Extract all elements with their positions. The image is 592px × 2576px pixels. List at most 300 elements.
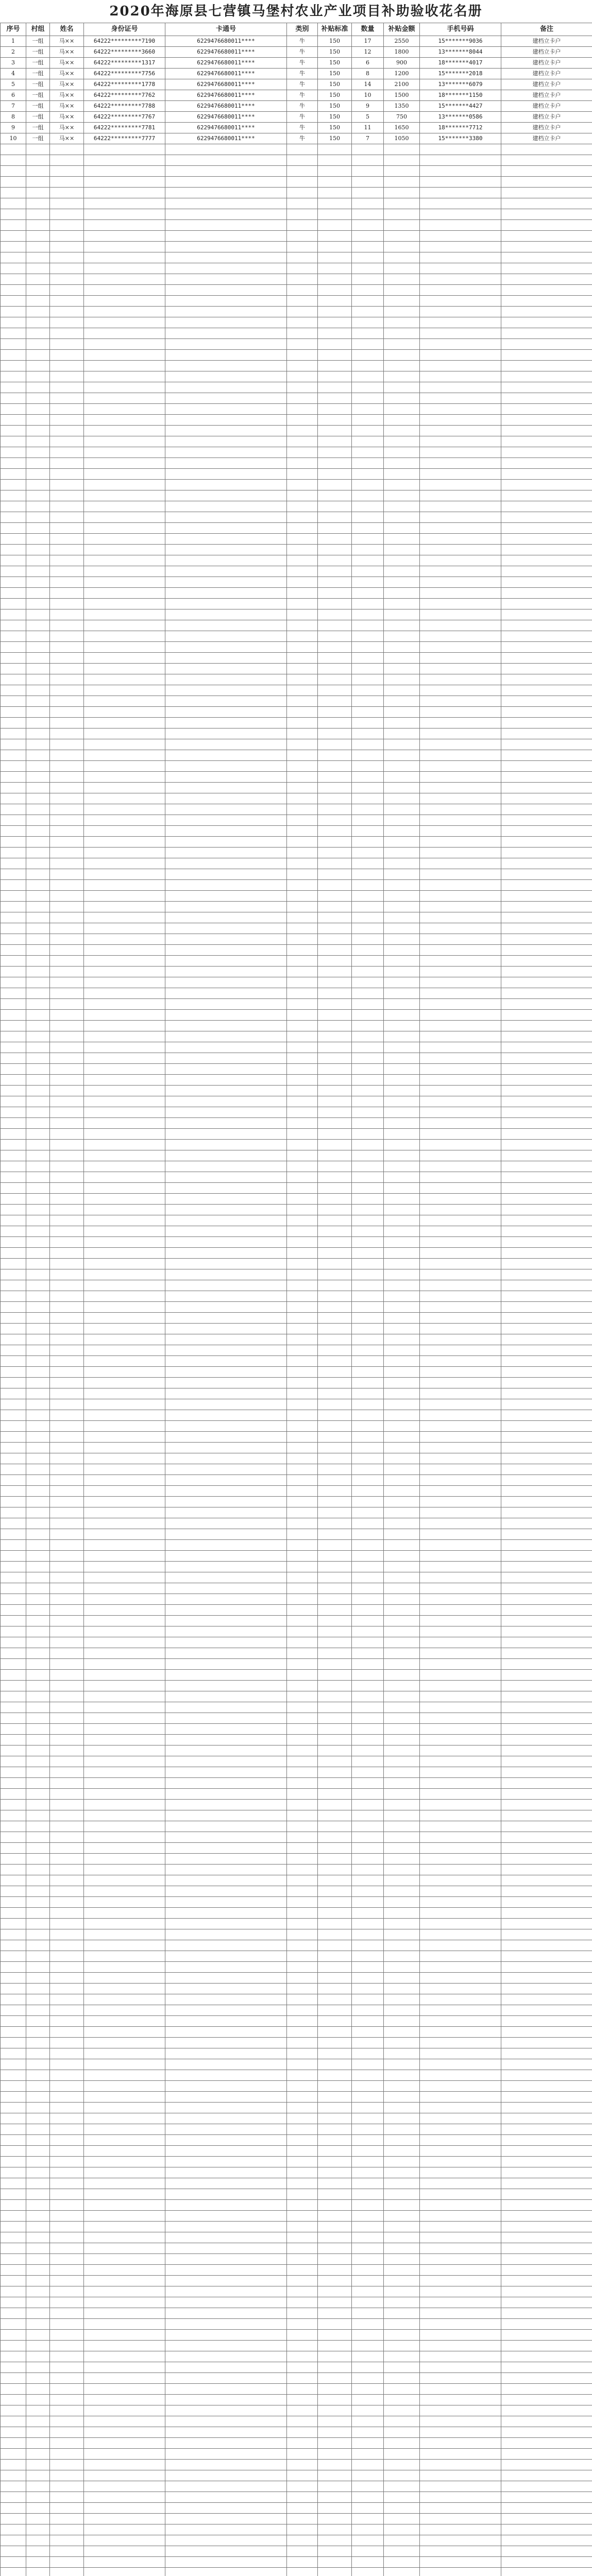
blank-cell <box>352 1875 384 1886</box>
blank-cell <box>165 2460 287 2470</box>
blank-cell <box>287 848 318 858</box>
blank-cell <box>420 2092 501 2103</box>
blank-cell <box>287 1929 318 1940</box>
blank-cell <box>287 144 318 155</box>
blank-cell <box>420 2124 501 2135</box>
blank-cell <box>352 1161 384 1172</box>
blank-cell <box>352 1562 384 1572</box>
blank-cell <box>84 231 165 242</box>
blank-cell <box>318 2254 352 2265</box>
blank-cell <box>384 1702 420 1713</box>
blank-cell <box>384 750 420 761</box>
blank-cell <box>318 1724 352 1735</box>
blank-cell <box>50 263 84 274</box>
blank-cell <box>501 2135 592 2146</box>
blank-cell <box>165 1432 287 1443</box>
blank-cell <box>352 566 384 577</box>
blank-cell <box>26 188 50 198</box>
blank-cell <box>26 609 50 620</box>
blank-cell <box>287 2027 318 2038</box>
blank-cell <box>420 1810 501 1821</box>
blank-cell <box>26 1064 50 1075</box>
blank-cell <box>384 1378 420 1388</box>
blank-cell <box>26 685 50 696</box>
blank-cell <box>50 2449 84 2460</box>
blank-cell <box>501 2146 592 2157</box>
blank-cell <box>50 209 84 220</box>
blank-cell <box>501 1313 592 1324</box>
table-row-blank <box>1 2308 592 2319</box>
blank-cell <box>287 501 318 512</box>
blank-cell <box>165 1886 287 1897</box>
blank-cell <box>84 2157 165 2167</box>
blank-cell <box>501 750 592 761</box>
blank-cell <box>26 2048 50 2059</box>
blank-cell <box>84 707 165 718</box>
blank-cell <box>287 912 318 923</box>
blank-cell <box>50 1713 84 1724</box>
blank-cell <box>420 436 501 447</box>
blank-cell <box>287 793 318 804</box>
blank-cell <box>26 1259 50 1269</box>
blank-cell <box>50 1183 84 1194</box>
blank-cell <box>352 155 384 166</box>
blank-cell <box>352 2438 384 2449</box>
blank-cell <box>352 1280 384 1291</box>
blank-cell <box>352 1140 384 1150</box>
blank-cell <box>384 1183 420 1194</box>
header-id-number: 身份证号 <box>84 23 165 36</box>
blank-cell <box>384 967 420 977</box>
blank-cell <box>420 2189 501 2200</box>
blank-cell <box>26 1356 50 1367</box>
blank-cell <box>50 1810 84 1821</box>
blank-cell <box>352 1540 384 1551</box>
blank-cell <box>1 426 26 436</box>
blank-cell <box>84 1313 165 1324</box>
blank-cell <box>501 2438 592 2449</box>
blank-cell <box>1 2286 26 2297</box>
cell-amount: 2550 <box>384 36 420 47</box>
blank-cell <box>384 1334 420 1345</box>
blank-cell <box>352 1302 384 1313</box>
blank-cell <box>26 1767 50 1778</box>
blank-cell <box>384 1973 420 1984</box>
blank-cell <box>287 1161 318 1172</box>
table-row-blank <box>1 1929 592 1940</box>
blank-cell <box>420 2005 501 2016</box>
blank-cell <box>26 263 50 274</box>
blank-cell <box>501 415 592 426</box>
blank-cell <box>318 685 352 696</box>
blank-cell <box>287 2524 318 2535</box>
blank-cell <box>50 988 84 999</box>
cell-phone: 13*******0586 <box>420 112 501 123</box>
cell-category: 牛 <box>287 112 318 123</box>
blank-cell <box>287 2319 318 2330</box>
blank-cell <box>420 977 501 988</box>
blank-cell <box>287 2200 318 2211</box>
blank-cell <box>384 2189 420 2200</box>
blank-cell <box>352 2265 384 2276</box>
blank-cell <box>287 1259 318 1269</box>
blank-cell <box>318 1324 352 1334</box>
blank-cell <box>84 1984 165 1994</box>
table-row <box>1 58 592 69</box>
blank-cell <box>420 2427 501 2438</box>
blank-cell <box>26 750 50 761</box>
cell-group: 一组 <box>26 47 50 58</box>
table-row-blank <box>1 2514 592 2524</box>
blank-cell <box>26 1540 50 1551</box>
blank-cell <box>318 1583 352 1594</box>
blank-cell <box>384 2200 420 2211</box>
blank-cell <box>50 2276 84 2286</box>
blank-cell <box>165 339 287 350</box>
blank-cell <box>50 977 84 988</box>
blank-cell <box>318 1821 352 1832</box>
blank-cell <box>318 1443 352 1453</box>
blank-cell <box>165 599 287 609</box>
blank-cell <box>501 512 592 523</box>
blank-cell <box>26 1659 50 1670</box>
blank-cell <box>352 2546 384 2557</box>
blank-cell <box>420 1551 501 1562</box>
blank-cell <box>165 977 287 988</box>
blank-cell <box>420 2081 501 2092</box>
blank-cell <box>501 1659 592 1670</box>
blank-cell <box>84 1053 165 1064</box>
blank-cell <box>1 1237 26 1248</box>
blank-cell <box>50 728 84 739</box>
table-body <box>1 36 592 2576</box>
blank-cell <box>318 2178 352 2189</box>
blank-cell <box>84 664 165 674</box>
cell-seq: 4 <box>1 69 26 79</box>
blank-cell <box>26 826 50 837</box>
blank-cell <box>384 902 420 912</box>
blank-cell <box>501 1551 592 1562</box>
blank-cell <box>384 1497 420 1507</box>
blank-cell <box>165 1075 287 1086</box>
blank-cell <box>1 2005 26 2016</box>
blank-cell <box>1 296 26 307</box>
blank-cell <box>287 1648 318 1659</box>
blank-cell <box>1 685 26 696</box>
blank-cell <box>1 1929 26 1940</box>
cell-standard: 150 <box>318 79 352 90</box>
blank-cell <box>50 858 84 869</box>
blank-cell <box>352 2005 384 2016</box>
blank-cell <box>287 350 318 361</box>
blank-cell <box>26 793 50 804</box>
blank-cell <box>165 1237 287 1248</box>
blank-cell <box>1 2222 26 2232</box>
blank-cell <box>1 599 26 609</box>
blank-cell <box>1 2124 26 2135</box>
blank-cell <box>165 480 287 490</box>
blank-cell <box>84 1681 165 1691</box>
blank-cell <box>1 2254 26 2265</box>
blank-cell <box>420 2438 501 2449</box>
table-row-blank <box>1 328 592 339</box>
blank-cell <box>384 1031 420 1042</box>
blank-cell <box>50 404 84 415</box>
blank-cell <box>50 296 84 307</box>
blank-cell <box>1 2113 26 2124</box>
blank-cell <box>352 2297 384 2308</box>
blank-cell <box>420 783 501 793</box>
blank-cell <box>1 707 26 718</box>
blank-cell <box>384 707 420 718</box>
blank-cell <box>420 772 501 783</box>
blank-cell <box>420 902 501 912</box>
blank-cell <box>1 1551 26 1562</box>
blank-cell <box>165 371 287 382</box>
blank-cell <box>26 2384 50 2395</box>
blank-cell <box>318 1767 352 1778</box>
blank-cell <box>420 1497 501 1507</box>
blank-cell <box>84 2449 165 2460</box>
blank-cell <box>26 934 50 945</box>
blank-cell <box>318 1572 352 1583</box>
blank-cell <box>352 350 384 361</box>
blank-cell <box>318 2059 352 2070</box>
blank-cell <box>318 512 352 523</box>
blank-cell <box>420 263 501 274</box>
blank-cell <box>50 1681 84 1691</box>
blank-cell <box>165 393 287 404</box>
blank-cell <box>165 382 287 393</box>
blank-cell <box>318 2341 352 2351</box>
blank-cell <box>50 469 84 480</box>
blank-cell <box>165 1443 287 1453</box>
blank-cell <box>420 566 501 577</box>
blank-cell <box>165 804 287 815</box>
blank-cell <box>318 1367 352 1378</box>
blank-cell <box>501 1984 592 1994</box>
blank-cell <box>420 1962 501 1973</box>
cell-phone: 18*******4017 <box>420 58 501 69</box>
blank-cell <box>384 2319 420 2330</box>
blank-cell <box>352 1507 384 1518</box>
blank-cell <box>50 242 84 252</box>
blank-cell <box>50 1551 84 1562</box>
blank-cell <box>420 274 501 285</box>
blank-cell <box>50 1475 84 1486</box>
blank-cell <box>84 2254 165 2265</box>
table-row-blank <box>1 317 592 328</box>
blank-cell <box>165 761 287 772</box>
blank-cell <box>1 2265 26 2276</box>
blank-cell <box>50 1670 84 1681</box>
blank-cell <box>50 1724 84 1735</box>
table-row-blank <box>1 1583 592 1594</box>
blank-cell <box>287 653 318 664</box>
blank-cell <box>84 1789 165 1800</box>
table-row-blank <box>1 2124 592 2135</box>
table-row <box>1 69 592 79</box>
blank-cell <box>26 458 50 469</box>
blank-cell <box>420 371 501 382</box>
blank-cell <box>84 1378 165 1388</box>
blank-cell <box>501 1107 592 1118</box>
blank-cell <box>501 1572 592 1583</box>
blank-cell <box>84 2503 165 2514</box>
table-row-blank <box>1 934 592 945</box>
blank-cell <box>287 1540 318 1551</box>
blank-cell <box>165 2319 287 2330</box>
blank-cell <box>50 1594 84 1605</box>
blank-cell <box>1 1789 26 1800</box>
blank-cell <box>287 783 318 793</box>
blank-cell <box>50 1096 84 1107</box>
table-row-blank <box>1 1518 592 1529</box>
blank-cell <box>84 274 165 285</box>
blank-cell <box>287 166 318 177</box>
cell-standard: 150 <box>318 123 352 133</box>
blank-cell <box>84 2016 165 2027</box>
blank-cell <box>501 912 592 923</box>
blank-cell <box>352 945 384 956</box>
blank-cell <box>50 1031 84 1042</box>
blank-cell <box>501 1075 592 1086</box>
blank-cell <box>26 1854 50 1865</box>
blank-cell <box>165 404 287 415</box>
blank-cell <box>50 1626 84 1637</box>
blank-cell <box>26 252 50 263</box>
blank-cell <box>50 1897 84 1908</box>
blank-cell <box>420 469 501 480</box>
blank-cell <box>26 1583 50 1594</box>
blank-cell <box>50 793 84 804</box>
blank-cell <box>287 1626 318 1637</box>
blank-cell <box>352 285 384 296</box>
blank-cell <box>318 2460 352 2470</box>
blank-cell <box>50 285 84 296</box>
header-bank-card: 卡通号 <box>165 23 287 36</box>
blank-cell <box>352 545 384 555</box>
blank-cell <box>352 1172 384 1183</box>
blank-cell <box>26 534 50 545</box>
blank-cell <box>420 577 501 588</box>
blank-cell <box>50 566 84 577</box>
blank-cell <box>420 1594 501 1605</box>
blank-cell <box>287 382 318 393</box>
blank-cell <box>84 1572 165 1583</box>
blank-cell <box>318 1421 352 1432</box>
blank-cell <box>318 2232 352 2243</box>
blank-cell <box>384 1897 420 1908</box>
blank-cell <box>318 1648 352 1659</box>
blank-cell <box>1 166 26 177</box>
blank-cell <box>1 2038 26 2048</box>
blank-cell <box>384 1356 420 1367</box>
blank-cell <box>501 1745 592 1756</box>
blank-cell <box>501 880 592 891</box>
blank-cell <box>352 2222 384 2232</box>
blank-cell <box>501 631 592 642</box>
blank-cell <box>501 1875 592 1886</box>
blank-cell <box>1 2070 26 2081</box>
blank-cell <box>165 1064 287 1075</box>
blank-cell <box>352 815 384 826</box>
blank-cell <box>165 1713 287 1724</box>
table-row-blank <box>1 1497 592 1507</box>
blank-cell <box>352 912 384 923</box>
blank-cell <box>384 1237 420 1248</box>
blank-cell <box>165 198 287 209</box>
blank-cell <box>420 1507 501 1518</box>
blank-cell <box>318 696 352 707</box>
blank-cell <box>50 361 84 371</box>
blank-cell <box>352 1691 384 1702</box>
blank-cell <box>318 1745 352 1756</box>
blank-cell <box>420 1367 501 1378</box>
blank-cell <box>287 1432 318 1443</box>
blank-cell <box>26 2470 50 2481</box>
blank-cell <box>318 1594 352 1605</box>
blank-cell <box>420 599 501 609</box>
table-row-blank <box>1 2330 592 2341</box>
blank-cell <box>352 2503 384 2514</box>
blank-cell <box>501 1507 592 1518</box>
blank-cell <box>384 361 420 371</box>
blank-cell <box>384 783 420 793</box>
blank-cell <box>352 2319 384 2330</box>
blank-cell <box>384 826 420 837</box>
blank-cell <box>352 220 384 231</box>
blank-cell <box>50 2438 84 2449</box>
blank-cell <box>287 2286 318 2297</box>
blank-cell <box>287 1183 318 1194</box>
cell-bank-card: 6229476680011**** <box>165 47 287 58</box>
blank-cell <box>84 2103 165 2113</box>
blank-cell <box>1 1432 26 1443</box>
blank-cell <box>1 1648 26 1659</box>
cell-seq: 3 <box>1 58 26 69</box>
blank-cell <box>26 1810 50 1821</box>
blank-cell <box>501 1583 592 1594</box>
blank-cell <box>287 566 318 577</box>
blank-cell <box>384 2167 420 2178</box>
blank-cell <box>84 2276 165 2286</box>
blank-cell <box>352 1616 384 1626</box>
blank-cell <box>26 198 50 209</box>
blank-cell <box>501 1540 592 1551</box>
blank-cell <box>352 1832 384 1843</box>
blank-cell <box>352 718 384 728</box>
blank-cell <box>1 393 26 404</box>
blank-cell <box>26 1269 50 1280</box>
blank-cell <box>352 934 384 945</box>
blank-cell <box>352 144 384 155</box>
table-row-blank <box>1 1540 592 1551</box>
blank-cell <box>420 523 501 534</box>
blank-cell <box>84 2167 165 2178</box>
blank-cell <box>1 1724 26 1735</box>
blank-cell <box>384 317 420 328</box>
blank-cell <box>1 566 26 577</box>
blank-cell <box>165 2265 287 2276</box>
blank-cell <box>50 848 84 858</box>
blank-cell <box>1 728 26 739</box>
blank-cell <box>420 1756 501 1767</box>
blank-cell <box>26 2308 50 2319</box>
table-row-blank <box>1 1205 592 1215</box>
blank-cell <box>1 1183 26 1194</box>
blank-cell <box>50 664 84 674</box>
